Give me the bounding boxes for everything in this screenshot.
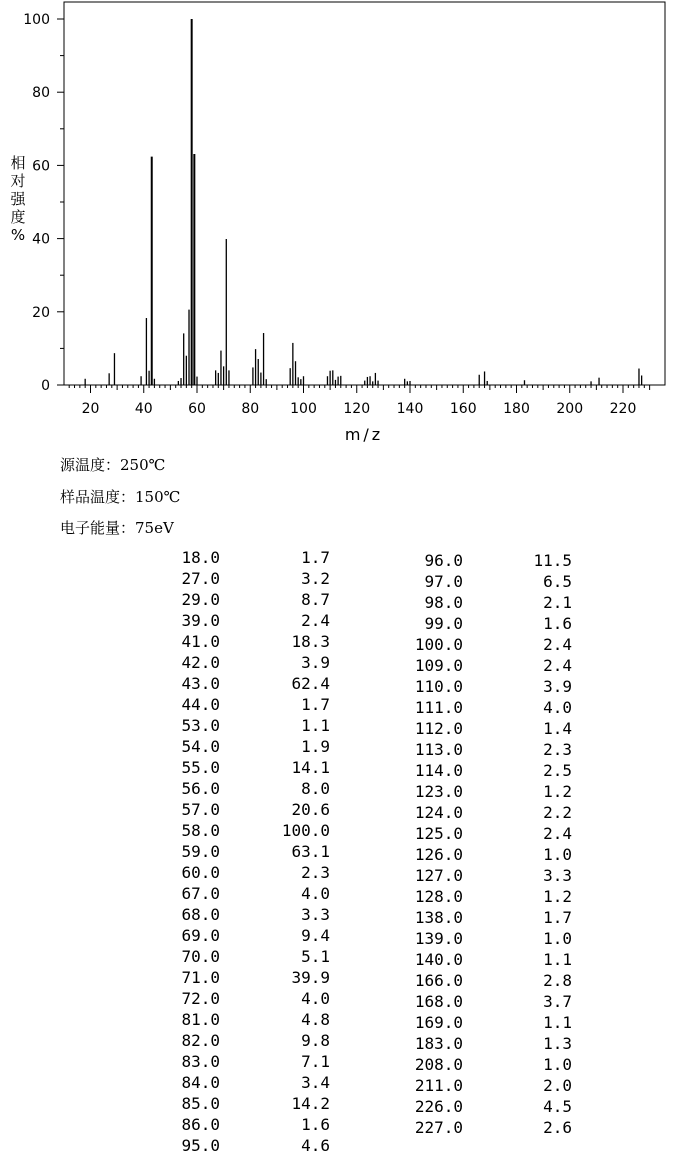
spectrum-bars: [85, 19, 641, 385]
x-tick-label: 40: [134, 401, 153, 417]
peak-mz: 183.0: [414, 1034, 463, 1053]
peak-mz: 54.0: [181, 737, 220, 756]
peak-intensity: 1.0: [543, 929, 572, 948]
peak-mz: 138.0: [414, 908, 463, 927]
peak-mz: 41.0: [181, 632, 220, 651]
peak-mz: 72.0: [181, 989, 220, 1008]
peak-table-row: [0, 1055, 600, 1075]
peak-table-row: [0, 614, 600, 634]
x-tick-label: 120: [343, 401, 371, 417]
peak-intensity: 100.0: [281, 821, 330, 840]
peak-intensity: 2.4: [543, 635, 572, 654]
peak-mz: 100.0: [414, 635, 463, 654]
peak-intensity: 4.5: [543, 1097, 572, 1116]
peak-mz: 71.0: [181, 968, 220, 987]
peak-mz: 124.0: [414, 803, 463, 822]
peak-intensity: 1.0: [543, 1055, 572, 1074]
peak-mz: 69.0: [181, 926, 220, 945]
peak-mz: 123.0: [414, 782, 463, 801]
peak-intensity: 4.0: [301, 989, 330, 1008]
peak-mz: 68.0: [181, 905, 220, 924]
peak-mz: 139.0: [414, 929, 463, 948]
peak-table-row: [0, 1118, 600, 1138]
peak-intensity: 11.5: [533, 551, 572, 570]
peak-table-row: [0, 824, 600, 844]
x-tick-label: 60: [188, 401, 206, 417]
peak-table-row: [0, 572, 600, 592]
peak-mz: 95.0: [181, 1136, 220, 1155]
peak-mz: 97.0: [424, 572, 463, 591]
peak-intensity: 5.1: [301, 947, 330, 966]
peak-mz: 127.0: [414, 866, 463, 885]
peak-mz: 227.0: [414, 1118, 463, 1137]
peak-mz: 60.0: [181, 863, 220, 882]
peak-intensity: 2.2: [543, 803, 572, 822]
peak-intensity: 9.4: [301, 926, 330, 945]
peak-table-row: [0, 1097, 600, 1117]
peak-mz: 128.0: [414, 887, 463, 906]
peak-mz: 168.0: [414, 992, 463, 1011]
peak-mz: 55.0: [181, 758, 220, 777]
peak-intensity: 1.1: [543, 1013, 572, 1032]
peak-mz: 110.0: [414, 677, 463, 696]
peak-intensity: 14.2: [291, 1094, 330, 1113]
peak-table-row: [0, 845, 600, 865]
peak-intensity: 2.0: [543, 1076, 572, 1095]
peak-intensity: 1.3: [543, 1034, 572, 1053]
peak-table-row: [0, 908, 600, 928]
peak-intensity: 1.1: [301, 716, 330, 735]
peak-mz: 57.0: [181, 800, 220, 819]
peak-mz: 211.0: [414, 1076, 463, 1095]
peak-mz: 114.0: [414, 761, 463, 780]
x-tick-label: 160: [449, 401, 477, 417]
peak-intensity: 2.8: [543, 971, 572, 990]
peak-mz: 226.0: [414, 1097, 463, 1116]
peak-intensity: 8.7: [301, 590, 330, 609]
peak-intensity: 63.1: [291, 842, 330, 861]
peak-mz: 85.0: [181, 1094, 220, 1113]
peak-table-row: [0, 971, 600, 991]
peak-intensity: 1.2: [543, 887, 572, 906]
peak-intensity: 4.8: [301, 1010, 330, 1029]
y-tick-label: 100: [23, 12, 50, 28]
peak-mz: 84.0: [181, 1073, 220, 1092]
peak-table-row: [0, 887, 600, 907]
peak-mz: 53.0: [181, 716, 220, 735]
x-axis-label: m/z: [344, 425, 384, 444]
peak-table-row: [0, 929, 600, 949]
peak-intensity: 8.0: [301, 779, 330, 798]
peak-intensity: 1.7: [301, 548, 330, 567]
peak-mz: 112.0: [414, 719, 463, 738]
x-tick-label: 180: [503, 401, 530, 417]
peak-mz: 109.0: [414, 656, 463, 675]
peak-intensity: 3.3: [543, 866, 572, 885]
peak-mz: 126.0: [414, 845, 463, 864]
peak-mz: 67.0: [181, 884, 220, 903]
peak-mz: 70.0: [181, 947, 220, 966]
peak-intensity: 3.9: [301, 653, 330, 672]
peak-mz: 169.0: [414, 1013, 463, 1032]
peak-table-row: [0, 782, 600, 802]
peak-intensity: 3.4: [301, 1073, 330, 1092]
x-tick-label: 20: [81, 401, 100, 417]
peak-mz: 58.0: [181, 821, 220, 840]
peak-intensity: 2.4: [543, 824, 572, 843]
peak-mz: 208.0: [414, 1055, 463, 1074]
peak-table-row: [0, 635, 600, 655]
mass-spectrum-chart: [0, 0, 680, 450]
peak-intensity: 18.3: [291, 632, 330, 651]
peak-intensity: 1.1: [543, 950, 572, 969]
peak-intensity: 3.3: [301, 905, 330, 924]
peak-intensity: 4.0: [543, 698, 572, 717]
peak-mz: 18.0: [181, 548, 220, 567]
peak-table-row: [0, 719, 600, 739]
peak-mz: 86.0: [181, 1115, 220, 1134]
peak-mz: 111.0: [414, 698, 463, 717]
peak-mz: 96.0: [424, 551, 463, 570]
plot-frame: [64, 2, 665, 385]
axis-tick-labels: [23, 12, 636, 417]
peak-intensity: 20.6: [291, 800, 330, 819]
peak-table-row: [0, 803, 600, 823]
peak-table-row: [0, 950, 600, 970]
peak-intensity: 1.4: [543, 719, 572, 738]
peak-intensity: 2.4: [543, 656, 572, 675]
peak-mz: 98.0: [424, 593, 463, 612]
peak-mz: 125.0: [414, 824, 463, 843]
peak-mz: 99.0: [424, 614, 463, 633]
electron-energy: 电子能量：75eV: [60, 519, 174, 537]
peak-intensity: 6.5: [543, 572, 572, 591]
peak-table-row: [0, 1013, 600, 1033]
x-tick-label: 80: [241, 401, 260, 417]
peak-intensity: 1.7: [301, 695, 330, 714]
peak-table-row: [0, 698, 600, 718]
peak-mz: 81.0: [181, 1010, 220, 1029]
y-axis-label: 相对强度%: [10, 154, 26, 244]
peak-intensity: 2.6: [543, 1118, 572, 1137]
peak-table-row: [0, 740, 600, 760]
peak-intensity: 9.8: [301, 1031, 330, 1050]
peak-intensity: 39.9: [291, 968, 330, 987]
x-tick-label: 200: [556, 401, 584, 417]
peak-intensity: 1.2: [543, 782, 572, 801]
y-tick-label: 80: [32, 85, 50, 102]
x-tick-label: 220: [609, 401, 637, 417]
source-temperature: 源温度：250℃: [60, 456, 166, 474]
peak-intensity: 2.3: [301, 863, 330, 882]
peak-intensity: 62.4: [291, 674, 330, 693]
peak-table-row: [0, 677, 600, 697]
peak-intensity: 3.7: [543, 992, 572, 1011]
peak-intensity: 7.1: [301, 1052, 330, 1071]
peak-intensity: 1.9: [301, 737, 330, 756]
peak-intensity: 1.7: [543, 908, 572, 927]
peak-mz: 113.0: [414, 740, 463, 759]
y-tick-label: 60: [32, 158, 50, 175]
peak-mz: 44.0: [181, 695, 220, 714]
peak-mz: 140.0: [414, 950, 463, 969]
peak-mz: 43.0: [181, 674, 220, 693]
sample-temperature: 样品温度：150℃: [60, 488, 181, 506]
peak-table-row: [0, 1034, 600, 1054]
peak-table-row: [0, 656, 600, 676]
peak-intensity: 2.5: [543, 761, 572, 780]
peak-table-row: [0, 1136, 600, 1156]
peak-intensity: 3.2: [301, 569, 330, 588]
peak-intensity: 14.1: [291, 758, 330, 777]
peak-table-row: [0, 992, 600, 1012]
peak-intensity: 4.6: [301, 1136, 330, 1155]
peak-intensity: 3.9: [543, 677, 572, 696]
peak-mz: 27.0: [181, 569, 220, 588]
peak-table-row: [0, 1076, 600, 1096]
peak-table-row: [0, 593, 600, 613]
y-tick-label: 20: [32, 304, 50, 321]
peak-mz: 166.0: [414, 971, 463, 990]
y-tick-label: 40: [32, 231, 50, 248]
peak-table-row: [0, 866, 600, 886]
peak-mz: 83.0: [181, 1052, 220, 1071]
x-tick-label: 140: [396, 401, 424, 417]
peak-table-row: [0, 761, 600, 781]
y-tick-label: 0: [41, 378, 50, 394]
peak-mz: 82.0: [181, 1031, 220, 1050]
peak-mz: 29.0: [181, 590, 220, 609]
peak-mz: 42.0: [181, 653, 220, 672]
peak-intensity: 1.6: [543, 614, 572, 633]
peak-intensity: 2.1: [543, 593, 572, 612]
peak-mz: 39.0: [181, 611, 220, 630]
peak-mz: 59.0: [181, 842, 220, 861]
peak-mz: 56.0: [181, 779, 220, 798]
peak-table-row: [0, 551, 600, 571]
peak-intensity: 2.3: [543, 740, 572, 759]
peak-intensity: 4.0: [301, 884, 330, 903]
x-tick-label: 100: [290, 401, 317, 417]
peak-intensity: 1.6: [301, 1115, 330, 1134]
peak-intensity: 2.4: [301, 611, 330, 630]
peak-intensity: 1.0: [543, 845, 572, 864]
